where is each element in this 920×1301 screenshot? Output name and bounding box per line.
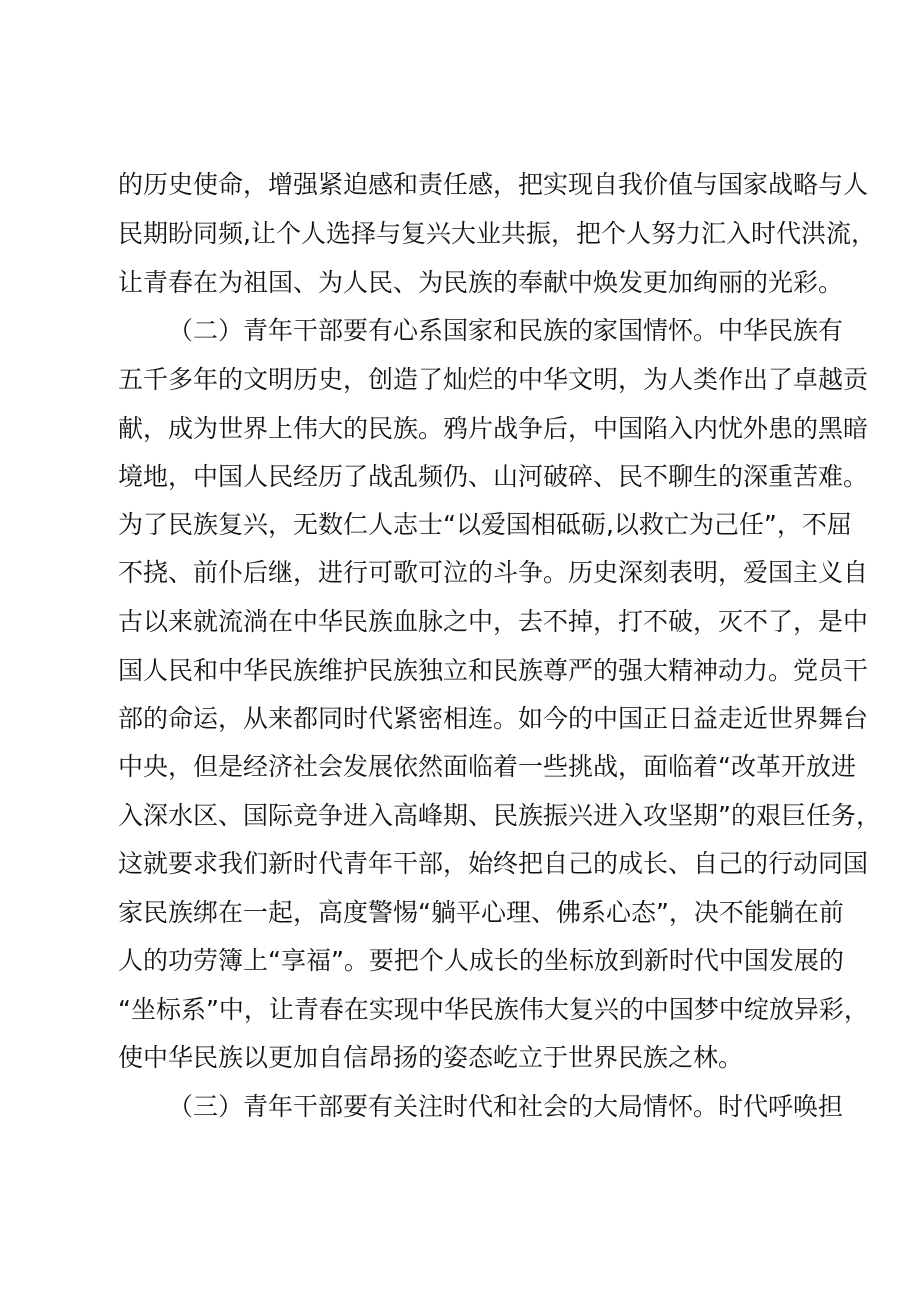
text-line: 国人民和中华民族维护民族独立和民族尊严的强大精神动力。党员干 [118,656,869,685]
text-line: 使中华民族以更加自信昂扬的姿态屹立于世界民族之林。 [118,1043,744,1072]
text-line: 这就要求我们新时代青年干部，始终把自己的成长、自己的行动同国 [118,849,869,878]
paragraph-heading-3: （三）青年干部要有关注时代和社会的大局情怀。时代呼唤担 [168,1092,844,1121]
text-line: 献，成为世界上伟大的民族。鸦片战争后，中国陷入内忧外患的黑暗 [118,414,869,443]
text-line: 让青春在为祖国、为人民、为民族的奉献中焕发更加绚丽的光彩。 [118,268,844,297]
text-line: 古以来就流淌在中华民族血脉之中，去不掉，打不破，灭不了，是中 [118,607,869,636]
text-line: 的历史使命，增强紧迫感和责任感，把实现自我价值与国家战略与人 [118,170,869,199]
text-line: “坐标系”中，让青春在实现中华民族伟大复兴的中国梦中绽放异彩， [118,995,869,1024]
text-line: 为了民族复兴，无数仁人志士“以爱国相砥砺,以救亡为己任”，不屈 [118,510,852,539]
text-line: 家民族绑在一起，高度警惕“躺平心理、佛系心态”，决不能躺在前 [118,898,844,927]
text-line: 境地，中国人民经历了战乱频仍、山河破碎、民不聊生的深重苦难。 [118,462,869,491]
text-line: 不挠、前仆后继，进行可歌可泣的斗争。历史深刻表明，爱国主义自 [118,558,869,587]
text-line: 民期盼同频,让个人选择与复兴大业共振，把个人努力汇入时代洪流， [118,219,876,248]
paragraph-heading-2: （二）青年干部要有心系国家和民族的家国情怀。中华民族有 [168,316,844,345]
text-line: 中央，但是经济社会发展依然面临着一些挑战，面临着“改革开放进 [118,752,856,781]
text-line: 人的功劳簿上“享福”。要把个人成长的坐标放到新时代中国发展的 [118,946,844,975]
text-line: 五千多年的文明历史，创造了灿烂的中华文明，为人类作出了卓越贡 [118,365,869,394]
text-line: 入深水区、国际竞争进入高峰期、民族振兴进入攻坚期”的艰巨任务， [118,801,881,830]
text-line: 部的命运，从来都同时代紧密相连。如今的中国正日益走近世界舞台 [118,704,869,733]
